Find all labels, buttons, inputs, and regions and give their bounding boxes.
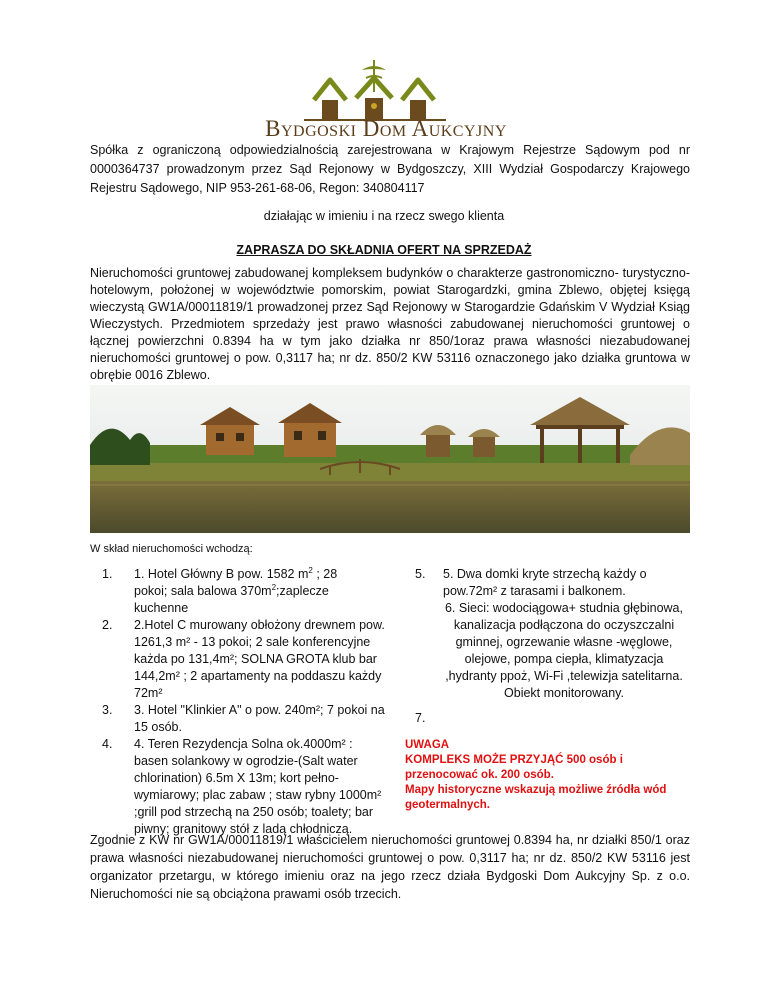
property-photo xyxy=(90,385,690,533)
closing-paragraph: Zgodnie z KW nr GW1A/00011819/1 właścicielem nieruchomości gruntowej 0.8394 ha, nr działki 850/1 oraz prawa własności niezabudowanej nieruchomości gruntowej o pow. 0,3117 ha; nr dz. 850/2 KW 53116 jest organizator przetargu, w którego imieniu oraz na jego rzecz działa Bydgoski Dom Aukcyjny Sp. z o.o. Nieruchomości nie są obciążona prawami osób trzecich. xyxy=(90,833,690,901)
page-title: ZAPRASZA DO SKŁADNIA OFERT NA SPRZEDAŻ xyxy=(236,243,532,257)
warning-capacity: KOMPLEKS MOŻE PRZYJĄĆ 500 osób i przenocować ok. 200 osób. xyxy=(405,754,623,781)
company-intro: Spółka z ograniczoną odpowiedzialnością zarejestrowana w Krajowym Rejestrze Sądowym pod nr 0000364737 prowadzonym przez Sąd Rejonowy w Bydgoszczy, XIII Wydział Gospodarczy Krajowego Rejestru Sądowego, NIP 953-261-68-06, Regon: 340804117 xyxy=(90,143,690,195)
components-list-right: 5. 5. Dwa domki kryte strzechą każdy o pow.72m² z tarasami i balkonem. 6. Sieci: wodociągowa+ studnia głębinowa, kanalizacja podłączona do oczyszczalni gminnej, ogrzewanie własne -węglowe, olejowe, pompa ciepła, klimatyzacja ,hydranty ppoż, Wi-Fi ,telewizja satelitarna. Obiekt monitorowany. 7. xyxy=(415,567,683,725)
warning-geothermal: Mapy historyczne wskazują możliwe źródła wód geotermalnych. xyxy=(405,784,667,811)
list-item: 1. 1. Hotel Główny B pow. 1582 $m^2$ ; 28 pokoi; sala balowa $370m^2;zaplecze$ kuchenne xyxy=(102,565,338,615)
logo-text: Bydgoski Dom Aukcyjny xyxy=(265,116,507,141)
components-list-left xyxy=(90,566,390,838)
list-item: 5. 5. Dwa domki kryte strzechą każdy o pow.72m² z tarasami i balkonem. xyxy=(415,567,647,598)
list-item: 6. Sieci: wodociągowa+ studnia głębinowa, kanalizacja podłączona do oczyszczalni gminnej, ogrzewanie własne -węglowe, olejowe, pompa ciepła, klimatyzacja ,hydranty ppoż, Wi-Fi ,telewizja satelitarna. Obiekt monitorowany. xyxy=(444,601,683,700)
property-description: Nieruchomości gruntowej zabudowanej kompleksem budynków o charakterze gastronomiczno- turystyczno- hotelowym, położonej w województwie pomorskim, powiat Starogardzki, gmina Zblewo, objętej księgą wieczystą GW1A/00011819/1 prowadzonej przez Sąd Rejonowy w Starogardzie Gdańskim V Wydział Ksiąg Wieczystych. Przedmiotem sprzedaży jest prawo własności zabudowanej nieruchomości gruntowej o łącznej powierzchni 0.8394 ha w tym jako działka nr 850/1oraz prawa własności niezabudowanej nieruchomości gruntowej o pow. 0,3117 ha; nr dz. 850/2 KW 53116 oznaczonego jako działka gruntowa w obrębie 0016 Zblewo. xyxy=(90,266,690,382)
components-title: W skład nieruchomości wchodzą: xyxy=(90,543,253,555)
acting-on-behalf: działając w imieniu i na rzecz swego klienta xyxy=(263,209,505,223)
list-item: 4. 4. Teren Rezydencja Solna ok.4000m² : basen solankowy w ogrodzie-(Salt water chlorination) 6.5m X 13m; kort pełno- wymiarowy; plac zabaw ; staw rybny 1000m² ;grill pod strzechą na 250 osób; toalety; bar piwny; granitowy stół z ladą chłodniczą. xyxy=(102,737,382,836)
warning-box xyxy=(405,738,695,813)
warning-title: UWAGA xyxy=(405,739,450,751)
list-item: 2. 2.Hotel C murowany obłożony drewnem pow. 1261,3 m² - 13 pokoi; 2 sale konferencyjne każda po 131,4m²; SOLNA GROTA klub bar 144,2m² ; 2 apartamenty na poddaszu każdy 72m² xyxy=(102,618,385,700)
list-item: 3. 3. Hotel "Klinkier A" o pow. 240m²; 7 pokoi na 15 osób. xyxy=(102,703,385,734)
